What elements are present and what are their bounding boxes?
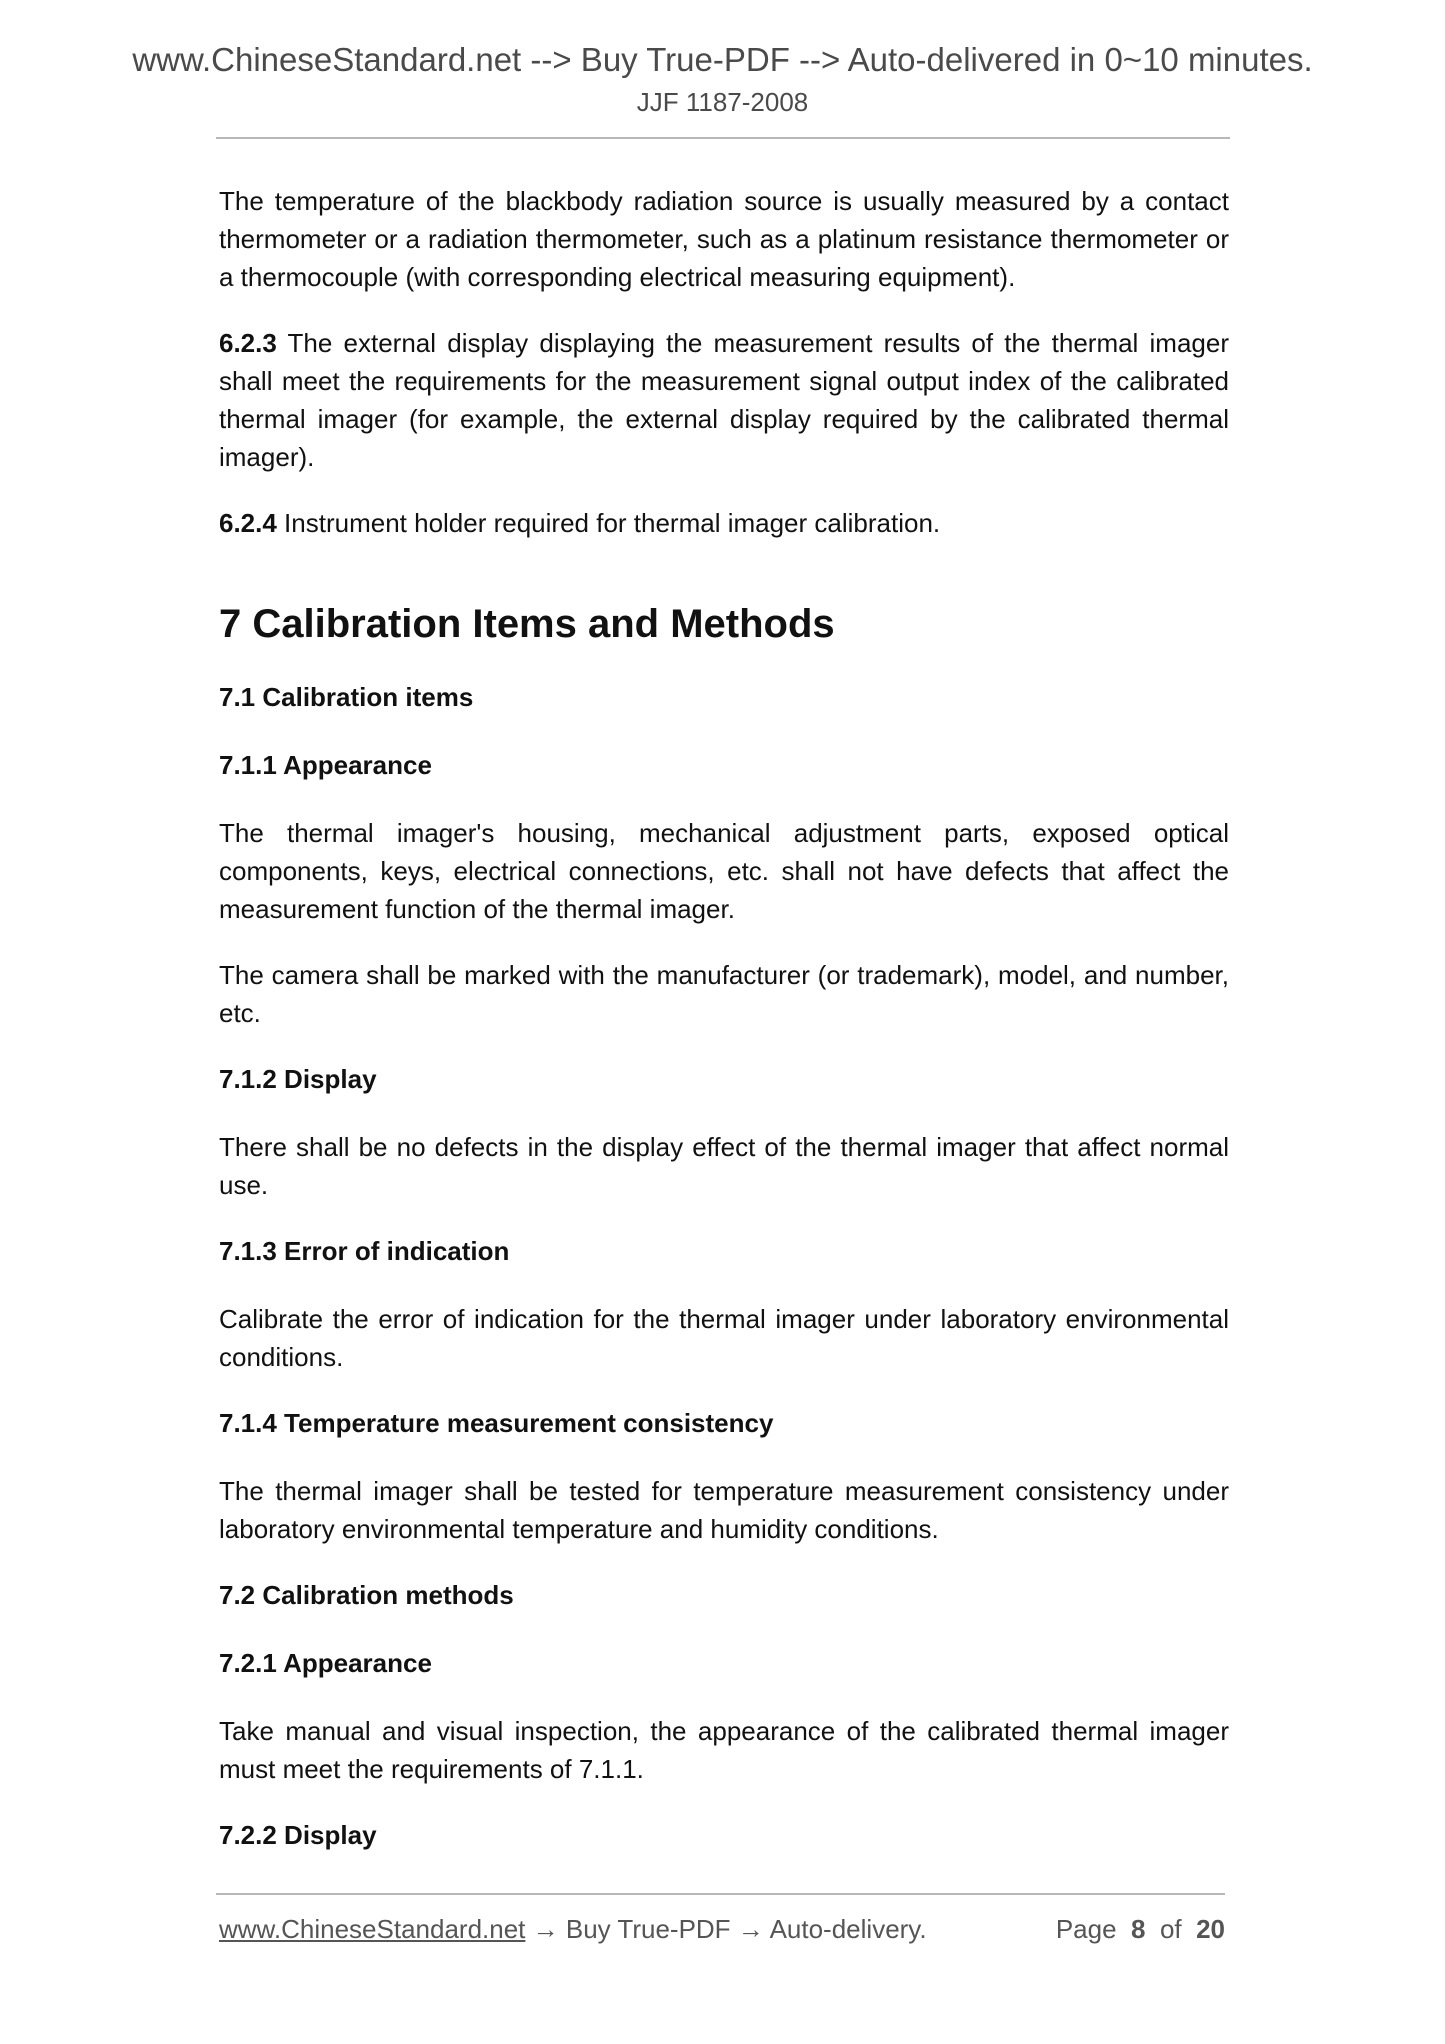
heading-7-1-4: 7.1.4 Temperature measurement consistency xyxy=(219,1408,774,1438)
paragraph-7-1-1-b: The camera shall be marked with the manufacturer (or trademark), model, and number, etc. xyxy=(219,960,1229,1028)
paragraph-7-1-1-a: The thermal imager's housing, mechanical adjustment parts, exposed optical components, keys, electrical connections, etc. shall not have defects that affect the measurement function of the thermal imager. xyxy=(219,818,1229,924)
paragraph-7-2-1: Take manual and visual inspection, the appearance of the calibrated thermal imager must meet the requirements of 7.1.1. xyxy=(219,1716,1229,1784)
footer-divider xyxy=(216,1893,1225,1895)
section-6-2-4 xyxy=(219,504,1229,542)
heading-7-1-3: 7.1.3 Error of indication xyxy=(219,1236,510,1266)
of-label: of xyxy=(1159,1914,1182,1944)
section-text: The external display displaying the measurement results of the thermal imager shall meet the requirements for the measurement signal output index of the calibrated thermal imager (for example, the external display required by the calibrated thermal imager). xyxy=(219,328,1229,472)
section-text: Instrument holder required for thermal imager calibration. xyxy=(276,508,941,538)
document-code: JJF 1187-2008 xyxy=(636,87,809,117)
paragraph-7-1-2: There shall be no defects in the display effect of the thermal imager that affect normal use. xyxy=(219,1132,1229,1200)
header-banner: www.ChineseStandard.net --> Buy True-PDF --> Auto-delivered in 0~10 minutes. xyxy=(132,41,1313,78)
footer-text: → Buy True-PDF → Auto-delivery. xyxy=(525,1914,927,1944)
paragraph-7-1-3: Calibrate the error of indication for the thermal imager under laboratory environmental conditions. xyxy=(219,1304,1229,1372)
intro-paragraph: The temperature of the blackbody radiation source is usually measured by a contact thermometer or a radiation thermometer, such as a platinum resistance thermometer or a thermocouple (with corresponding electrical measuring equipment). xyxy=(219,186,1229,292)
page-footer xyxy=(219,1912,1225,1946)
section-6-2-3 xyxy=(219,324,1229,476)
chapter-heading: 7 Calibration Items and Methods xyxy=(219,602,835,646)
page-content xyxy=(219,182,1229,1884)
heading-7-2-1: 7.2.1 Appearance xyxy=(219,1648,432,1678)
page-label: Page xyxy=(1055,1914,1117,1944)
heading-7-1-1: 7.1.1 Appearance xyxy=(219,750,432,780)
heading-7-2: 7.2 Calibration methods xyxy=(219,1580,514,1610)
section-number: 6.2.3 xyxy=(219,328,277,358)
page-number: 8 xyxy=(1131,1914,1146,1944)
heading-7-1: 7.1 Calibration items xyxy=(219,682,474,712)
page-total: 20 xyxy=(1196,1914,1225,1944)
heading-7-2-2: 7.2.2 Display xyxy=(219,1820,377,1850)
header-divider xyxy=(216,137,1230,139)
heading-7-1-2: 7.1.2 Display xyxy=(219,1064,377,1094)
section-number: 6.2.4 xyxy=(219,508,277,538)
paragraph-7-1-4: The thermal imager shall be tested for temperature measurement consistency under laboratory environmental temperature and humidity conditions. xyxy=(219,1476,1229,1544)
site-link[interactable]: www.ChineseStandard.net xyxy=(219,1914,526,1944)
page-indicator xyxy=(1056,1912,1225,1946)
